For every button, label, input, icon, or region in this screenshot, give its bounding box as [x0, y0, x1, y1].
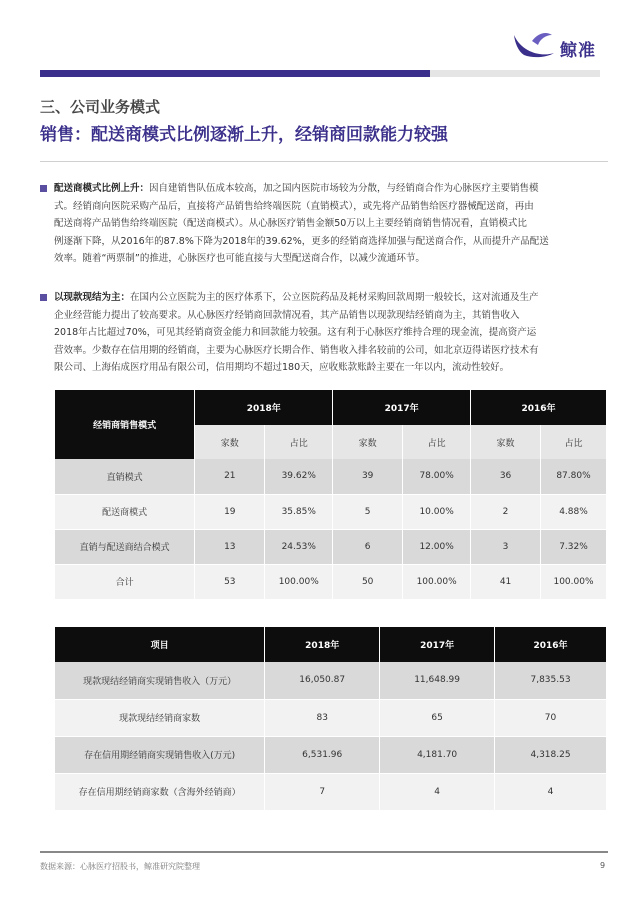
subheader-cell: 家数	[471, 425, 541, 459]
table-cell: 4	[380, 773, 495, 810]
table-cell: 21	[195, 459, 265, 494]
table-cell: 5	[333, 494, 403, 529]
row-label: 现款现结经销商家数	[55, 699, 265, 736]
table-row	[55, 736, 607, 773]
table-cell: 50	[333, 564, 403, 599]
table-cell: 10.00%	[403, 494, 471, 529]
paragraph-line: 限公司、上海佑成医疗用品有限公司，信用期均不超过180天，应收账款账龄主要在一年以内，流动性较好。	[54, 362, 510, 374]
row-label: 现款现结经销商实现销售收入（万元）	[55, 662, 265, 699]
header-bar	[40, 70, 600, 77]
table-corner-header: 经销商销售模式	[55, 390, 195, 459]
paragraph-distribution-mode	[40, 180, 615, 268]
whale-logo-icon	[512, 27, 556, 61]
bullet-icon	[40, 185, 47, 192]
table-cell: 16,050.87	[265, 662, 380, 699]
data-source-note: 数据来源：心脉医疗招股书，鲸准研究院整理	[40, 862, 200, 871]
table-cell: 4.88%	[541, 494, 607, 529]
table-header-row	[55, 390, 607, 425]
table-row	[55, 529, 607, 564]
paragraph-line: 2018年占比超过70%，可见其经销商资金能力和回款能力较强。这有利于心脉医疗维持合理的现金流，提高资产运	[54, 327, 537, 339]
page-headline: 销售：配送商模式比例逐渐上升，经销商回款能力较强	[40, 125, 448, 145]
table-row	[55, 699, 607, 736]
table-cell: 19	[195, 494, 265, 529]
table-cell: 7,835.53	[495, 662, 607, 699]
table-row	[55, 773, 607, 810]
table-cell: 13	[195, 529, 265, 564]
table-header-row	[55, 627, 607, 662]
table-cell: 12.00%	[403, 529, 471, 564]
table-cell: 53	[195, 564, 265, 599]
row-label: 存在信用期经销商家数（含海外经销商）	[55, 773, 265, 810]
table-cell: 100.00%	[265, 564, 333, 599]
paragraph-lead: 以现款现结为主：	[54, 292, 131, 303]
headline-divider	[40, 161, 608, 162]
paragraph-line: 因自建销售队伍成本较高，加之国内医院市场较为分散，与经销商合作为心脉医疗主要销售模	[149, 183, 539, 194]
table-cell: 87.80%	[541, 459, 607, 494]
column-header: 2018年	[265, 627, 380, 662]
table-cell: 39	[333, 459, 403, 494]
paragraph-line: 式。经销商向医院采购产品后，直接将产品销售给终端医院（直销模式），或先将产品销售给医疗器械配送商，再由	[54, 200, 534, 212]
subheader-cell: 占比	[541, 425, 607, 459]
table-cell: 36	[471, 459, 541, 494]
paragraph-line: 配送商将产品销售给终端医院（配送商模式）。从心脉医疗销售金额50万以上主要经销商销售情况看，直销模式比	[54, 218, 527, 230]
table-cell: 35.85%	[265, 494, 333, 529]
table-cell: 4,318.25	[495, 736, 607, 773]
table-row	[55, 662, 607, 699]
table-row	[55, 459, 607, 494]
table-cell: 2	[471, 494, 541, 529]
table-cell: 83	[265, 699, 380, 736]
subheader-cell: 占比	[265, 425, 333, 459]
year-header: 2016年	[471, 390, 607, 425]
table-cell: 6,531.96	[265, 736, 380, 773]
paragraph-line: 在国内公立医院为主的医疗体系下，公立医院药品及耗材采购回款周期一般较长，这对流通及生产	[130, 292, 539, 303]
row-label: 直销模式	[55, 459, 195, 494]
table-cell: 7.32%	[541, 529, 607, 564]
table-cell: 78.00%	[403, 459, 471, 494]
paragraph-lead: 配送商模式比例上升：	[54, 183, 150, 194]
row-label: 直销与配送商结合模式	[55, 529, 195, 564]
table-row	[55, 494, 607, 529]
subheader-cell: 占比	[403, 425, 471, 459]
subheader-cell: 家数	[333, 425, 403, 459]
paragraph-line: 企业经营能力提出了较高要求。从心脉医疗经销商回款情况看，其产品销售以现款现结经销商为主，其销售收入	[54, 309, 520, 321]
table-cell: 41	[471, 564, 541, 599]
table-cell: 4,181.70	[380, 736, 495, 773]
year-header: 2018年	[195, 390, 333, 425]
row-label: 合计	[55, 564, 195, 599]
table-cell: 65	[380, 699, 495, 736]
table-cell: 100.00%	[541, 564, 607, 599]
column-header: 2017年	[380, 627, 495, 662]
table-cell: 70	[495, 699, 607, 736]
section-title: 三、公司业务模式	[40, 98, 161, 116]
dealer-payment-table	[55, 627, 607, 811]
table-total-row	[55, 564, 607, 599]
column-header: 2016年	[495, 627, 607, 662]
table-cell: 3	[471, 529, 541, 564]
column-header: 项目	[55, 627, 265, 662]
bullet-icon	[40, 294, 47, 301]
row-label: 配送商模式	[55, 494, 195, 529]
table-cell: 6	[333, 529, 403, 564]
brand-name: 鲸准	[560, 41, 596, 61]
table-cell: 24.53%	[265, 529, 333, 564]
sales-mode-table	[55, 390, 607, 600]
footer-divider	[40, 851, 608, 853]
subheader-cell: 家数	[195, 425, 265, 459]
table-cell: 11,648.99	[380, 662, 495, 699]
table-cell: 4	[495, 773, 607, 810]
paragraph-cash-settlement	[40, 289, 615, 377]
paragraph-line: 例逐渐下降，从2016年的87.8%下降为2018年的39.62%，更多的经销商选择加强与配送商合作，从而提升产品配送	[54, 235, 549, 247]
page-number: 9	[600, 861, 606, 870]
table-cell: 39.62%	[265, 459, 333, 494]
row-label: 存在信用期经销商实现销售收入(万元)	[55, 736, 265, 773]
year-header: 2017年	[333, 390, 471, 425]
paragraph-line: 营效率。少数存在信用期的经销商，主要为心脉医疗长期合作、销售收入排名较前的公司，如北京迈得诺医疗技术有	[54, 344, 539, 356]
table-cell: 7	[265, 773, 380, 810]
paragraph-line: 效率。随着“两票制”的推进，心脉医疗也可能直接与大型配送商合作，以减少流通环节。	[54, 253, 425, 265]
table-cell: 100.00%	[403, 564, 471, 599]
